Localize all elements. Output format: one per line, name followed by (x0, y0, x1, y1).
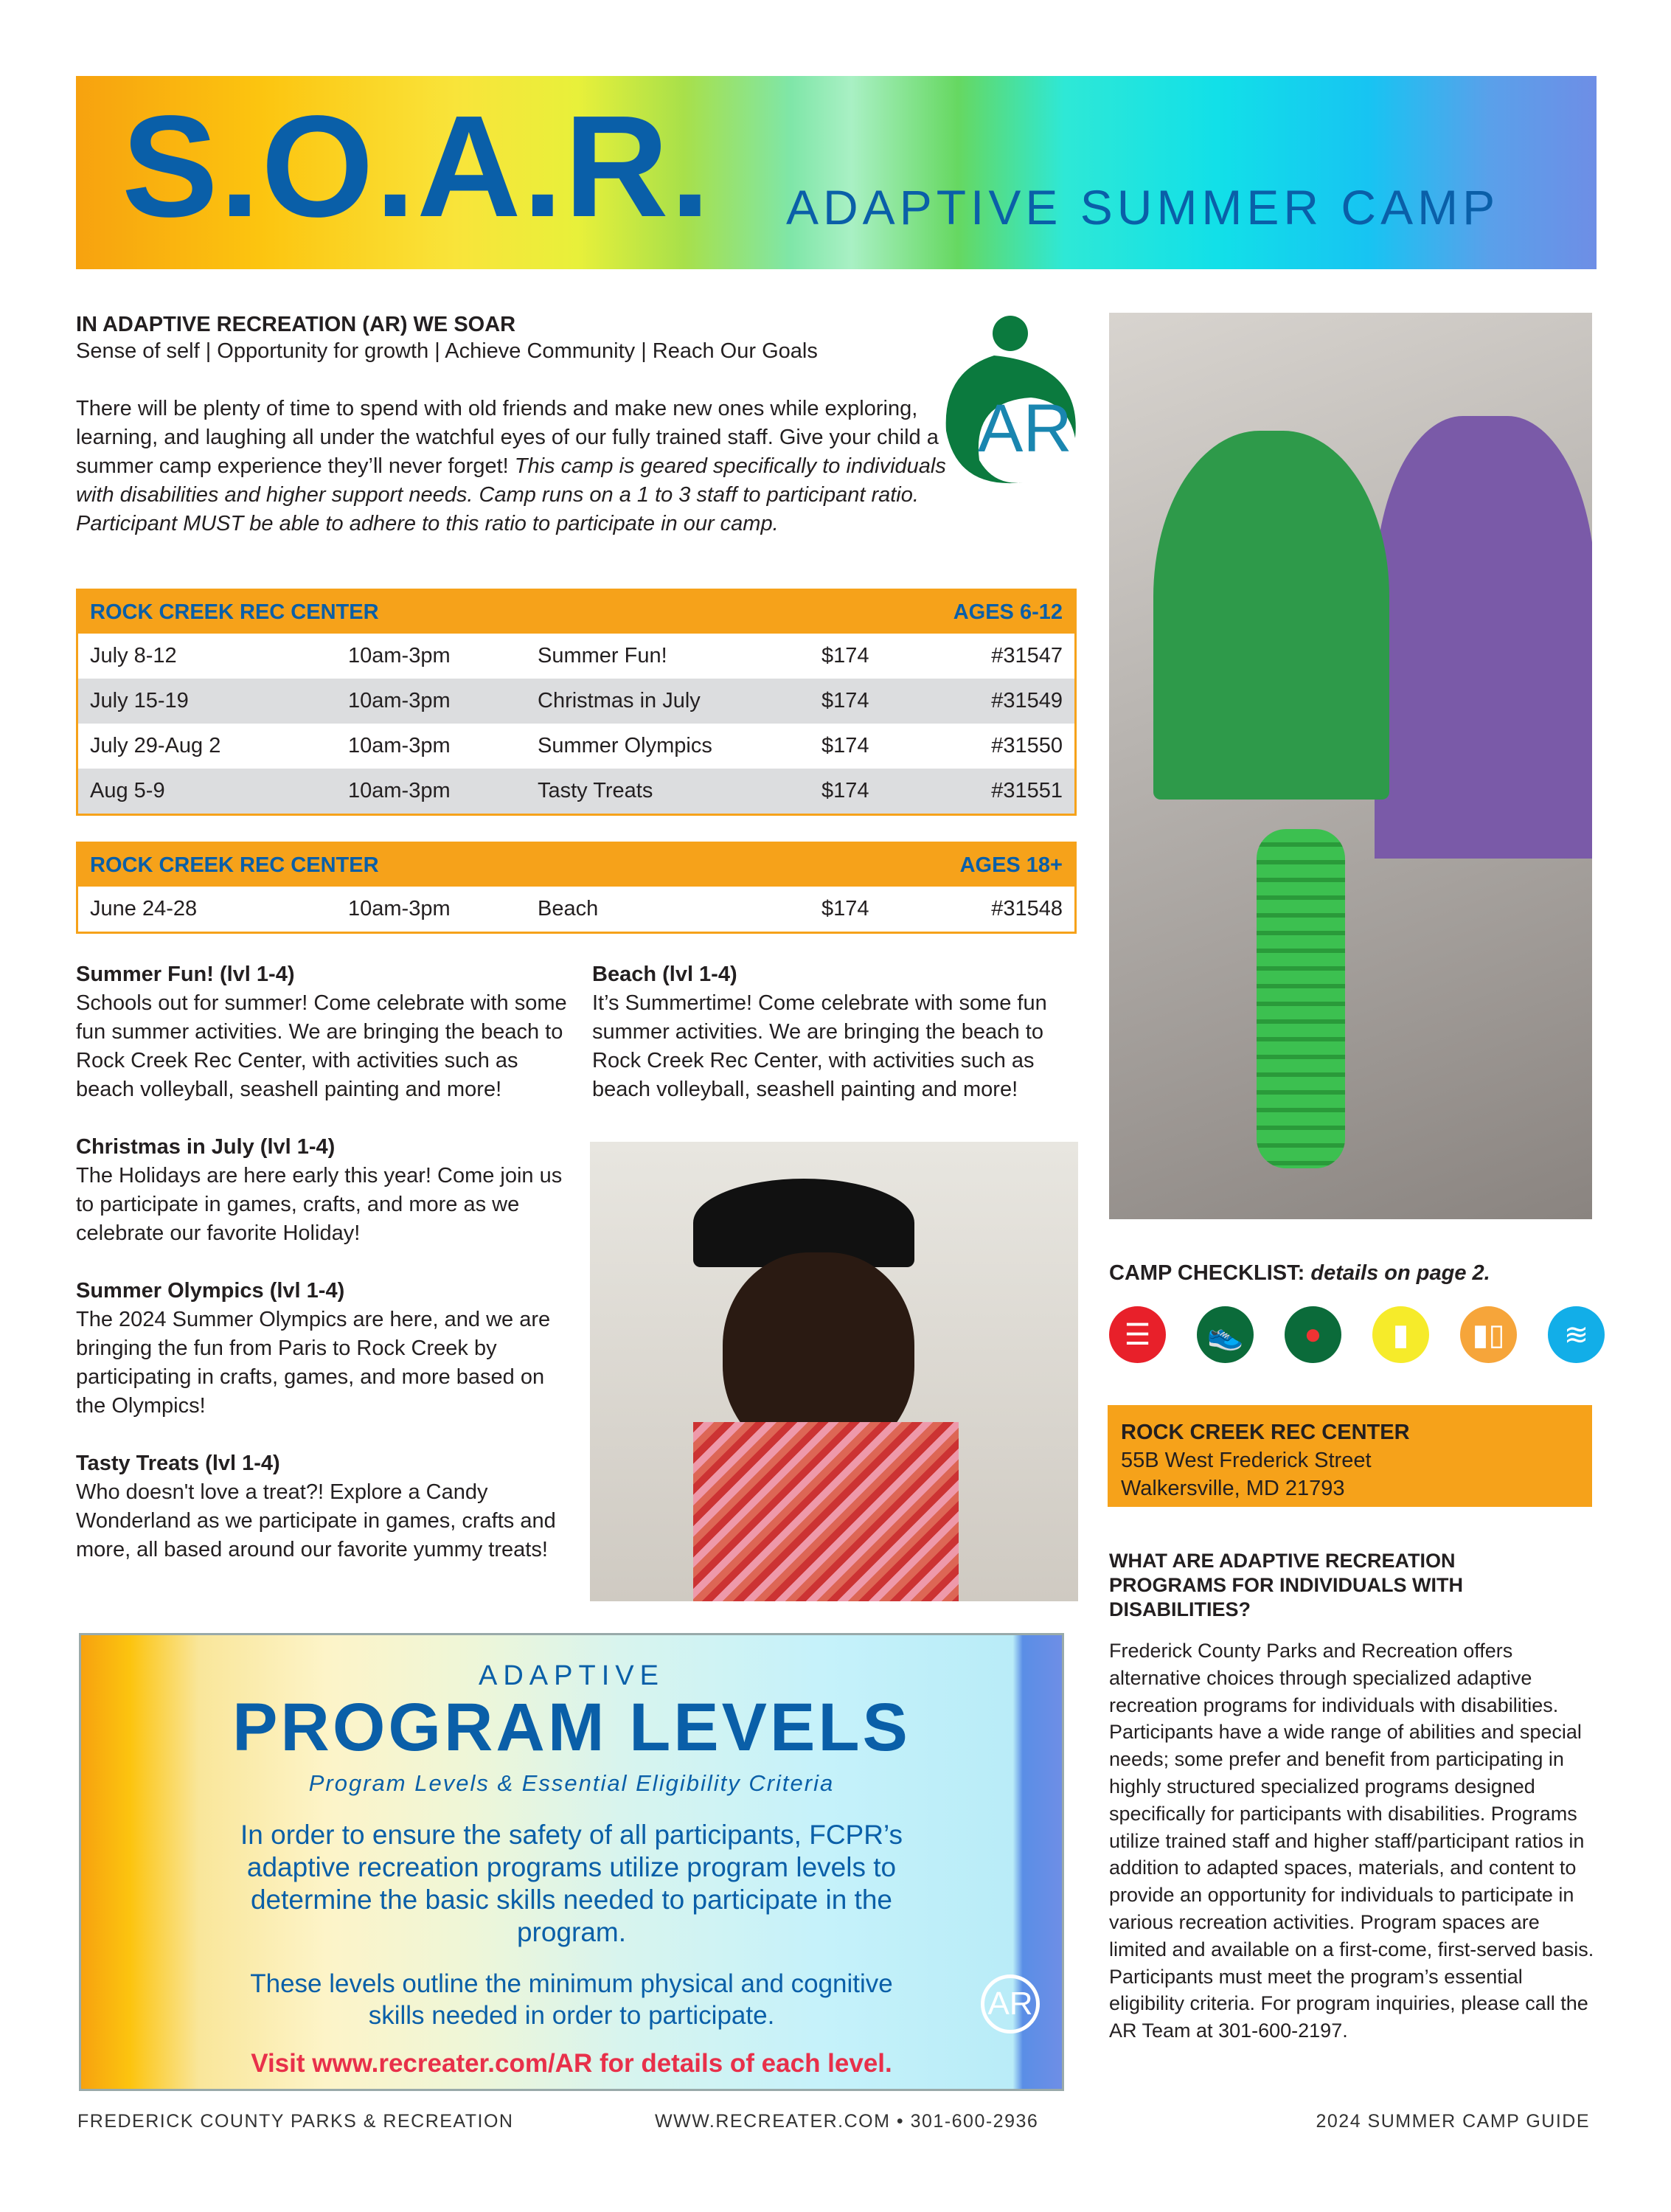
address-box (1108, 1405, 1592, 1507)
table-header (78, 591, 1074, 634)
cell-time: 10am-3pm (348, 689, 451, 713)
cell-program: Tasty Treats (538, 779, 653, 802)
description-christmas (76, 1133, 577, 1248)
footer-right: 2024 SUMMER CAMP GUIDE (1316, 2111, 1590, 2132)
cell-price: $174 (821, 734, 869, 757)
description-beach (592, 960, 1083, 1104)
cell-date: July 15-19 (90, 689, 189, 713)
schedule-table-ages-6-12 (76, 589, 1077, 816)
description-title: Christmas in July (lvl 1-4) (76, 1135, 336, 1159)
info-heading: WHAT ARE ADAPTIVE RECREATION PROGRAMS FOR INDIVIDUALS WITH DISABILITIES? (1109, 1550, 1463, 1620)
cell-course-number: #31551 (991, 779, 1063, 802)
cell-date: July 8-12 (90, 644, 177, 668)
cell-time: 10am-3pm (348, 897, 451, 920)
description-title: Summer Fun! (lvl 1-4) (76, 963, 295, 986)
descriptions-right (592, 960, 1083, 1133)
address-street: 55B West Frederick Street (1121, 1449, 1372, 1472)
ar-logo (942, 313, 1083, 490)
table-header (78, 844, 1074, 887)
cell-date: July 29-Aug 2 (90, 734, 221, 757)
staff-member (1375, 416, 1592, 859)
description-text: Schools out for summer! Come celebrate with some fun summer activities. We are bringing the beach to Rock Creek Rec Center, with activities such as beach volleyball, seashell painting and more! (76, 991, 567, 1101)
program-subtitle: Program Levels & Essential Eligibility Criteria (308, 1770, 835, 1796)
table-row (78, 634, 1074, 679)
cell-date: June 24-28 (90, 897, 198, 920)
table-row (78, 769, 1074, 814)
sunscreen-icon: ▮▯ (1460, 1306, 1517, 1363)
cell-price: $174 (821, 897, 869, 920)
banner-title: S.O.A.R. (122, 86, 712, 247)
apple-icon: ● (1285, 1306, 1341, 1363)
cell-program: Summer Olympics (538, 734, 712, 757)
swim-waves-icon: ≋ (1548, 1306, 1605, 1363)
footer-center[interactable]: WWW.RECREATER.COM • 301-600-2936 (655, 2111, 1039, 2132)
description-tasty-treats (76, 1449, 577, 1564)
cell-time: 10am-3pm (348, 644, 451, 668)
intro-heading: IN ADAPTIVE RECREATION (AR) WE SOAR (76, 313, 516, 336)
intro-body-italic: This camp is geared specifically to individuals with disabilities and higher support needs. Camp runs on a 1 to 3 staff to participant ratio. Participant MUST be able to adhere to this ratio to participate in our camp. (76, 454, 946, 535)
sensory-toy (1257, 829, 1345, 1168)
intro-body-text: There will be plenty of time to spend with old friends and make new ones while exploring, learning, and laughing all under the watchful eyes of our fully trained staff. Give your child a summer camp experience they’ll never forget! (76, 397, 939, 478)
table-ages: AGES 18+ (959, 853, 1063, 877)
description-title: Beach (lvl 1-4) (592, 963, 737, 986)
cell-time: 10am-3pm (348, 779, 451, 802)
program-title: PROGRAM LEVELS (232, 1690, 911, 1765)
intro-section (76, 313, 946, 538)
program-levels-panel (79, 1633, 1064, 2091)
cell-program: Christmas in July (538, 689, 701, 713)
table-row (78, 724, 1074, 769)
dress (693, 1422, 959, 1601)
address-name: ROCK CREEK REC CENTER (1121, 1421, 1410, 1444)
cell-price: $174 (821, 779, 869, 802)
table-ages: AGES 6-12 (953, 600, 1063, 624)
sneaker-icon: 👟 (1197, 1306, 1254, 1363)
address-city: Walkersville, MD 21793 (1121, 1477, 1345, 1500)
info-body: Frederick County Parks and Recreation offers alternative choices through specialized adaptive recreation programs for individuals with disabilities. Participants have a wide range of abilities and special needs; some prefer and benefit from participating in highly structured specialized programs designed specifically for participants with disabilities. Programs utilize trained staff and higher staff/participant ratios in addition to adapted spaces, materials, and content to provide an opportunity for individuals to participate in various recreation activities. Program spaces are limited and available on a first-come, first-served basis. Participants must meet the program’s essential eligibility criteria. For program inquiries, please call the AR Team at 301-600-2197. (1109, 1640, 1594, 2042)
ar-logo-text: AR (978, 391, 1072, 466)
table-location: ROCK CREEK REC CENTER (90, 853, 379, 877)
program-kicker: ADAPTIVE (479, 1660, 664, 1691)
checklist-label: CAMP CHECKLIST: (1109, 1261, 1305, 1285)
cell-date: Aug 5-9 (90, 779, 165, 802)
cell-time: 10am-3pm (348, 734, 451, 757)
header-banner (76, 76, 1597, 269)
intro-body (76, 395, 950, 538)
description-text: Who doesn't love a treat?! Explore a Candy Wonderland as we participate in games, crafts and more, all based around our favorite yummy treats! (76, 1480, 556, 1561)
description-title: Summer Olympics (lvl 1-4) (76, 1279, 345, 1303)
camper-photo (1109, 313, 1592, 1219)
table-location: ROCK CREEK REC CENTER (90, 600, 379, 624)
cell-course-number: #31547 (991, 644, 1063, 668)
description-text: It’s Summertime! Come celebrate with some fun summer activities. We are bringing the beach to Rock Creek Rec Center, with activities such as beach volleyball, seashell painting and more! (592, 991, 1047, 1101)
description-olympics (76, 1277, 577, 1421)
program-paragraph-1: In order to ensure the safety of all participants, FCPR’s adaptive recreation programs utilize program levels to determine the basic skills needed to participate in the program. (240, 1820, 903, 1947)
schedule-table-ages-18-plus (76, 842, 1077, 934)
description-text: The 2024 Summer Olympics are here, and we are bringing the fun from Paris to Rock Creek by participating in crafts, games, and more based on the Olympics! (76, 1308, 551, 1418)
ar-logo-small: AR (981, 1974, 1040, 2034)
program-cta-link[interactable]: Visit www.recreater.com/AR for details of each level. (251, 2049, 892, 2078)
cell-course-number: #31549 (991, 689, 1063, 713)
descriptions-left (76, 960, 577, 1593)
description-summer-fun (76, 960, 577, 1104)
water-bottle-icon: ▮ (1372, 1306, 1429, 1363)
cell-price: $174 (821, 644, 869, 668)
cell-program: Summer Fun! (538, 644, 667, 668)
cell-course-number: #31548 (991, 897, 1063, 920)
checklist-heading (1109, 1261, 1490, 1286)
cell-program: Beach (538, 897, 599, 920)
table-row (78, 679, 1074, 724)
pirate-photo (590, 1142, 1078, 1601)
cell-price: $174 (821, 689, 869, 713)
intro-tagline: Sense of self | Opportunity for growth | Achieve Community | Reach Our Goals (76, 339, 818, 363)
program-paragraph-2: These levels outline the minimum physical and cognitive skills needed in order to participate. (250, 1969, 893, 2030)
medical-form-icon: ☰ (1109, 1306, 1166, 1363)
table-row (78, 887, 1074, 932)
description-text: The Holidays are here early this year! Come join us to participate in games, crafts, and more as we celebrate our favorite Holiday! (76, 1164, 563, 1245)
footer-left: FREDERICK COUNTY PARKS & RECREATION (77, 2111, 514, 2132)
cell-course-number: #31550 (991, 734, 1063, 757)
child (1153, 431, 1389, 800)
description-title: Tasty Treats (lvl 1-4) (76, 1452, 280, 1475)
banner-subtitle: ADAPTIVE SUMMER CAMP (786, 180, 1500, 235)
checklist-detail: details on page 2. (1310, 1261, 1490, 1285)
